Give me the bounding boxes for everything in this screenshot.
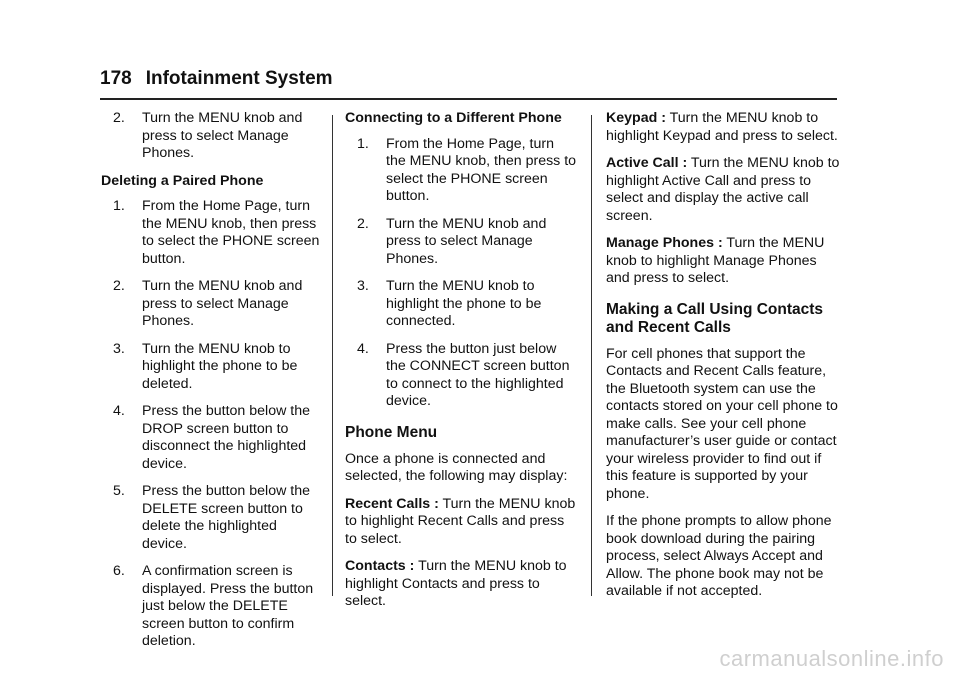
list-item: 4. Press the button just below the CONNECT screen button to connect to the highlighted device. [357, 340, 570, 409]
list-item: 4. Press the button below the DROP screen button to disconnect the highlighted device. [113, 403, 310, 472]
list-item: 6. A confirmation screen is displayed. Press the button just below the DELETE screen button to confirm deletion. [113, 563, 314, 649]
making-call-paragraph-1: For cell phones that support the Contacts and Recent Calls feature, the Bluetooth system can use the contacts stored on your cell phone to make calls. See your cell phone manufacturer’s user guide or contact your wireless provider to find out if this feature is supported by your phone. [606, 345, 838, 502]
list-item: 2. Turn the MENU knob and press to select Manage Phones. [113, 278, 303, 329]
list-item: 5. Press the button below the DELETE screen button to delete the highlighted device. [113, 483, 310, 552]
deleting-paired-phone-heading: Deleting a Paired Phone [101, 172, 264, 189]
watermark: carmanualsonline.info [719, 646, 944, 671]
connecting-phone-heading: Connecting to a Different Phone [345, 110, 562, 126]
column-2 [345, 110, 577, 621]
page-header [100, 68, 333, 90]
making-call-heading: Making a Call Using Contacts and Recent Calls [606, 300, 824, 336]
list-item: 3. Turn the MENU knob to highlight the phone to be connected. [357, 278, 542, 329]
keypad-entry: Keypad : Turn the MENU knob to highlight Keypad and press to select. [606, 110, 838, 144]
connecting-steps-list [345, 136, 577, 411]
column-divider-1 [332, 115, 333, 596]
list-item: 1. From the Home Page, turn the MENU knob, then press to select the PHONE screen button. [113, 198, 320, 267]
section-title: Infotainment System [145, 68, 333, 89]
list-item: 2. Turn the MENU knob and press to select Manage Phones. [113, 110, 303, 161]
phone-menu-heading: Phone Menu [345, 423, 438, 441]
list-item: 2. Turn the MENU knob and press to select Manage Phones. [357, 215, 547, 267]
header-rule [100, 98, 837, 100]
column-divider-2 [591, 115, 592, 596]
list-item: 1. From the Home Page, turn the MENU knob, then press to select the PHONE screen button. [357, 135, 577, 204]
manage-phones-entry: Manage Phones : Turn the MENU knob to highlight Manage Phones and press to select. [606, 235, 825, 286]
making-call-paragraph-2: If the phone prompts to allow phone book download during the pairing process, select Always Accept and Allow. The phone book may not be available if not accepted. [606, 513, 832, 599]
active-call-entry: Active Call : Turn the MENU knob to highlight Active Call and press to select and display the active call screen. [606, 155, 840, 224]
phone-menu-intro: Once a phone is connected and selected, the following may display: [345, 450, 568, 484]
list-item: 3. Turn the MENU knob to highlight the phone to be deleted. [113, 340, 298, 392]
column-3 [606, 110, 840, 611]
page-number: 178 [100, 68, 132, 89]
column-1 [101, 110, 323, 661]
contacts-entry: Contacts : Turn the MENU knob to highlight Contacts and press to select. [345, 558, 567, 609]
deleting-steps-list [101, 198, 323, 651]
recent-calls-entry: Recent Calls : Turn the MENU knob to highlight Recent Calls and press to select. [345, 495, 576, 547]
